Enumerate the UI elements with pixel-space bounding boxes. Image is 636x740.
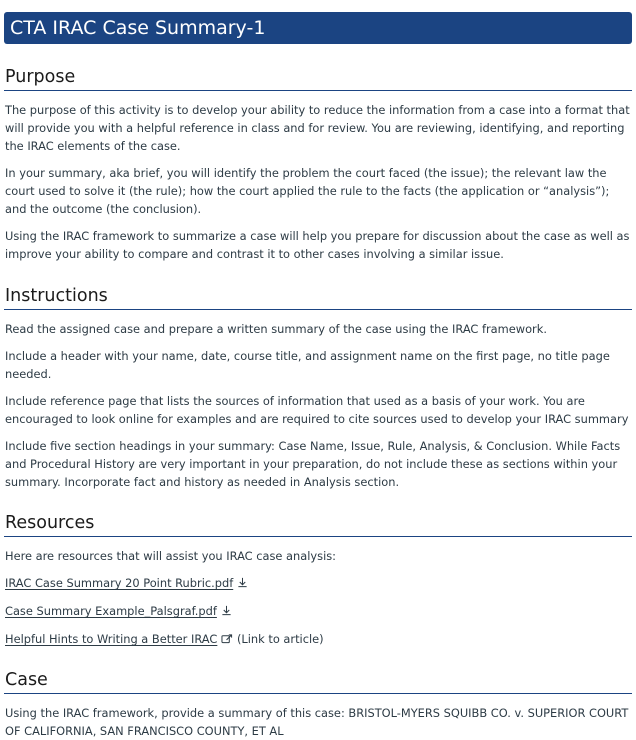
external-link-icon[interactable] [221,631,233,649]
purpose-paragraph: In your summary, aka brief, you will identify the problem the court faced (the issue); the relevant law the court used to solve it (the rule); how the court applied the rule to the facts (the application or “analysis”); and the outcome (the conclusion). [5,166,610,216]
instructions-paragraph: Include a header with your name, date, course title, and assignment name on the first page, no title page needed. [5,349,610,381]
resources-intro: Here are resources that will assist you IRAC case analysis: [5,549,337,563]
purpose-heading: Purpose [4,66,632,91]
page-title-banner [4,12,632,44]
purpose-paragraph: Using the IRAC framework to summarize a case will help you prepare for discussion about the case as well as improve your ability to compare and contrast it to other cases involving a similar issue. [5,229,630,261]
resources-heading: Resources [4,512,632,537]
instructions-paragraph: Read the assigned case and prepare a written summary of the case using the IRAC framework. [5,322,547,336]
case-text: Using the IRAC framework, provide a summary of this case: BRISTOL-MYERS SQUIBB CO. v. SUPERIOR COURT OF CALIFORNIA, SAN FRANCISCO COUNTY, ET AL [5,706,629,738]
helpful-hints-link[interactable]: Helpful Hints to Writing a Better IRAC [5,632,218,646]
download-icon[interactable] [237,575,248,593]
case-heading: Case [4,669,632,694]
case-section [4,669,632,740]
instructions-section [4,285,632,491]
rubric-pdf-link[interactable]: IRAC Case Summary 20 Point Rubric.pdf [5,576,234,590]
resource-item [5,602,632,621]
link-note: (Link to article) [236,632,324,646]
resource-item [5,630,632,649]
download-icon[interactable] [221,603,232,621]
resource-item [5,574,632,593]
palsgraf-example-link[interactable]: Case Summary Example_Palsgraf.pdf [5,604,217,618]
page-title: CTA IRAC Case Summary-1 [10,17,266,39]
purpose-section [4,66,632,263]
resources-section [4,512,632,649]
purpose-paragraph: The purpose of this activity is to develop your ability to reduce the information from a case into a format that will provide you with a helpful reference in class and for review. You are reviewing, identifying, and reporting the IRAC elements of the case. [5,103,630,153]
instructions-heading: Instructions [4,285,632,310]
instructions-paragraph: Include reference page that lists the sources of information that used as a basis of your work. You are encouraged to look online for examples and are required to cite sources used to develop your IRAC summary [5,394,629,426]
instructions-paragraph: Include five section headings in your summary: Case Name, Issue, Rule, Analysis, & Conclusion. While Facts and Procedural History are very important in your preparation, do not include these as sections within your summary. Incorporate fact and history as needed in Analysis section. [5,439,621,489]
